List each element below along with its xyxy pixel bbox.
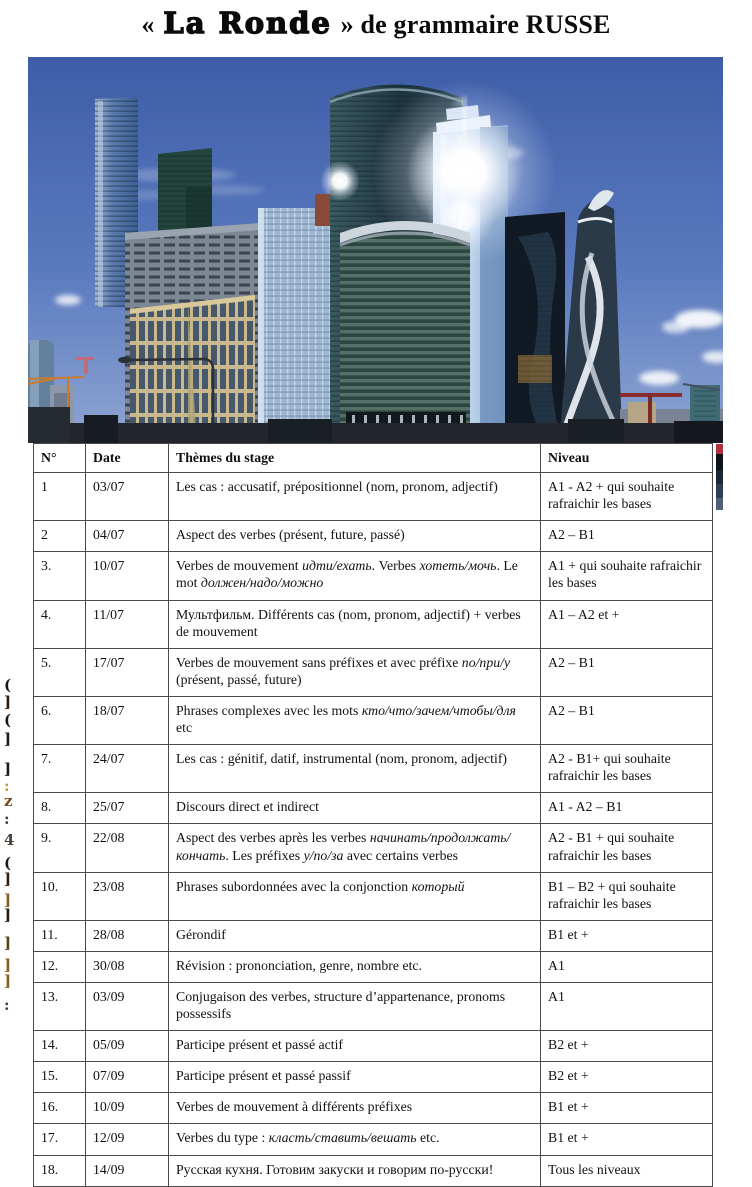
cell-theme xyxy=(169,1093,541,1124)
margin-fragments xyxy=(0,0,18,1166)
cell-niveau: A2 – B1 xyxy=(541,648,713,696)
cell-date: 07/09 xyxy=(86,1062,169,1093)
theme-text: Verbes de mouvement xyxy=(176,558,303,574)
tower-dark-glass xyxy=(505,212,565,443)
theme-text: Les cas : accusatif, prépositionnel (nom, pronom, adjectif) xyxy=(176,479,498,495)
cell-num: 6. xyxy=(34,696,86,744)
clipped-text-fragment: ] xyxy=(4,891,12,909)
theme-text: Phrases complexes avec les mots xyxy=(176,702,362,718)
theme-text: Participe présent et passé actif xyxy=(176,1037,344,1053)
table-row xyxy=(34,552,713,600)
cell-date: 10/07 xyxy=(86,552,169,600)
cell-theme xyxy=(169,521,541,552)
table-row xyxy=(34,824,713,872)
cell-num: 8. xyxy=(34,793,86,824)
cell-num: 9. xyxy=(34,824,86,872)
cell-niveau: B1 – B2 + qui souhaite rafraichir les bases xyxy=(541,872,713,920)
theme-text: etc xyxy=(176,720,193,736)
cell-niveau: A2 – B1 xyxy=(541,696,713,744)
cell-niveau: A1 + qui souhaite rafraichir les bases xyxy=(541,552,713,600)
clipped-text-fragment: ( xyxy=(4,854,12,872)
edge-image-strip xyxy=(716,444,723,510)
cell-num: 12. xyxy=(34,951,86,982)
cell-date: 10/09 xyxy=(86,1093,169,1124)
cell-date: 03/09 xyxy=(86,982,169,1030)
cell-num: 2 xyxy=(34,521,86,552)
cell-date: 22/08 xyxy=(86,824,169,872)
title-open-quote: « xyxy=(141,10,155,39)
theme-text: Les cas : génitif, datif, instrumental (nom, pronom, adjectif) xyxy=(176,751,508,767)
cell-num: 3. xyxy=(34,552,86,600)
clipped-text-fragment: 4 xyxy=(4,831,15,849)
cell-num: 18. xyxy=(34,1155,86,1186)
cell-niveau: A2 – B1 xyxy=(541,521,713,552)
theme-russian-italic: идти/ехать xyxy=(302,558,372,574)
theme-russian-italic: класть/ставить/вешать xyxy=(268,1130,417,1146)
cell-date: 30/08 xyxy=(86,951,169,982)
theme-text: Русская кухня. Готовим закуски и говорим по-русски! xyxy=(176,1161,494,1177)
edge-strip-segment xyxy=(716,454,723,470)
clipped-text-fragment: : xyxy=(4,996,10,1014)
cell-theme xyxy=(169,552,541,600)
cell-theme xyxy=(169,696,541,744)
edge-strip-segment xyxy=(716,498,723,510)
table-row xyxy=(34,793,713,824)
cell-niveau: Tous les niveaux xyxy=(541,1155,713,1186)
cell-theme xyxy=(169,824,541,872)
cell-num: 5. xyxy=(34,648,86,696)
theme-russian-italic: кто/что/зачем/чтобы/для xyxy=(361,702,516,718)
clipped-text-fragment: ] xyxy=(4,760,12,778)
cell-num: 17. xyxy=(34,1124,86,1155)
table-row xyxy=(34,648,713,696)
theme-text: . Verbes xyxy=(371,558,420,574)
table-row xyxy=(34,1155,713,1186)
title-brand: La Ronde xyxy=(163,6,332,40)
cell-niveau: B1 et + xyxy=(541,920,713,951)
theme-text: (présent, passé, future) xyxy=(176,671,302,687)
tower-pale-glass xyxy=(258,208,330,430)
theme-text: Aspect des verbes (présent, future, passé) xyxy=(176,527,405,543)
cell-niveau: B1 et + xyxy=(541,1093,713,1124)
theme-russian-italic: хотеть/мочь xyxy=(419,558,497,574)
cell-theme xyxy=(169,872,541,920)
theme-text: Révision : prononciation, genre, nombre etc. xyxy=(176,957,422,973)
theme-russian-italic: должен/надо/можно xyxy=(200,575,324,591)
clipped-text-fragment: ] xyxy=(4,730,12,748)
moscow-city-photo-svg xyxy=(28,57,723,443)
column-header-3: Niveau xyxy=(541,444,713,473)
theme-text: Мультфильм. Différents cas (nom, pronom, adjectif) + verbes de mouvement xyxy=(176,606,521,639)
table-row xyxy=(34,1031,713,1062)
cell-date: 17/07 xyxy=(86,648,169,696)
cell-theme xyxy=(169,793,541,824)
cell-date: 05/09 xyxy=(86,1031,169,1062)
clipped-text-fragment: z xyxy=(4,792,13,810)
table-body xyxy=(34,473,713,1187)
table-header-row xyxy=(34,444,713,473)
cell-theme xyxy=(169,648,541,696)
table-row xyxy=(34,1124,713,1155)
theme-russian-italic: по/при/у xyxy=(461,654,511,670)
cell-num: 15. xyxy=(34,1062,86,1093)
clipped-text-fragment: : xyxy=(4,810,10,828)
cell-niveau: A2 - B1+ qui souhaite rafraichir les bases xyxy=(541,745,713,793)
theme-russian-italic: начинать/продолжать/кончать xyxy=(176,830,511,863)
table-row xyxy=(34,521,713,552)
cell-num: 10. xyxy=(34,872,86,920)
cell-niveau: A2 - B1 + qui souhaite rafraichir les bases xyxy=(541,824,713,872)
edge-strip-segment xyxy=(716,484,723,498)
clipped-text-fragment: ] xyxy=(4,870,12,888)
theme-text: Conjugaison des verbes, structure d’appartenance, pronoms possessifs xyxy=(176,988,506,1022)
table-row xyxy=(34,600,713,648)
cell-theme xyxy=(169,600,541,648)
clipped-text-fragment: ] xyxy=(4,934,12,952)
table-row xyxy=(34,1093,713,1124)
theme-text: Participe présent et passé passif xyxy=(176,1068,351,1084)
column-header-2: Thèmes du stage xyxy=(169,444,541,473)
cell-theme xyxy=(169,473,541,521)
schedule-table xyxy=(33,443,713,1187)
theme-text: . Le mot xyxy=(176,558,518,591)
cell-num: 4. xyxy=(34,600,86,648)
theme-text: Gérondif xyxy=(176,926,226,942)
column-header-1: Date xyxy=(86,444,169,473)
clipped-text-fragment: ] xyxy=(4,956,12,974)
cell-date: 11/07 xyxy=(86,600,169,648)
cell-date: 25/07 xyxy=(86,793,169,824)
tower-front-rounded xyxy=(340,221,470,443)
cell-date: 24/07 xyxy=(86,745,169,793)
cell-theme xyxy=(169,982,541,1030)
theme-text: . Les préfixes xyxy=(225,847,304,863)
edge-strip-segment xyxy=(716,470,723,484)
theme-text: Phrases subordonnées avec la conjonction xyxy=(176,878,412,894)
cell-num: 16. xyxy=(34,1093,86,1124)
clipped-text-fragment: ] xyxy=(4,906,12,924)
cell-date: 04/07 xyxy=(86,521,169,552)
column-header-0: N° xyxy=(34,444,86,473)
table-row xyxy=(34,473,713,521)
clipped-text-fragment: : xyxy=(4,777,10,795)
cell-num: 14. xyxy=(34,1031,86,1062)
cell-theme xyxy=(169,1062,541,1093)
cell-num: 13. xyxy=(34,982,86,1030)
cell-date: 28/08 xyxy=(86,920,169,951)
theme-text: Verbes du type : xyxy=(176,1130,269,1146)
edge-strip-segment xyxy=(716,444,723,454)
cell-niveau: A1 xyxy=(541,982,713,1030)
theme-text: Discours direct et indirect xyxy=(176,799,319,815)
cell-niveau: B1 et + xyxy=(541,1124,713,1155)
moscow-city-photo xyxy=(28,57,723,443)
theme-russian-italic: который xyxy=(411,878,465,894)
table-row xyxy=(34,872,713,920)
title-rest: » de grammaire RUSSE xyxy=(340,10,611,39)
theme-text: Verbes de mouvement sans préfixes et avec préfixe xyxy=(176,654,462,670)
table-row xyxy=(34,951,713,982)
table-row xyxy=(34,1062,713,1093)
cell-date: 23/08 xyxy=(86,872,169,920)
table-row xyxy=(34,745,713,793)
theme-text: Verbes de mouvement à différents préfixes xyxy=(176,1099,413,1115)
clipped-text-fragment: ( xyxy=(4,676,12,694)
clipped-text-fragment: ] xyxy=(4,693,12,711)
cell-num: 11. xyxy=(34,920,86,951)
brick-sliver xyxy=(315,194,330,226)
theme-text: avec certains verbes xyxy=(343,847,458,863)
cell-theme xyxy=(169,1124,541,1155)
cell-niveau: A1 - A2 + qui souhaite rafraichir les bases xyxy=(541,473,713,521)
cell-num: 1 xyxy=(34,473,86,521)
cell-niveau: A1 – A2 et + xyxy=(541,600,713,648)
theme-text: etc. xyxy=(416,1130,440,1146)
cell-theme xyxy=(169,920,541,951)
page-title xyxy=(0,6,752,40)
theme-text: Aspect des verbes après les verbes xyxy=(176,830,370,846)
cell-date: 14/09 xyxy=(86,1155,169,1186)
cell-theme xyxy=(169,951,541,982)
cell-niveau: B2 et + xyxy=(541,1031,713,1062)
building-beige xyxy=(130,295,255,430)
theme-russian-italic: у/по/за xyxy=(303,847,344,863)
cell-niveau: A1 - A2 – B1 xyxy=(541,793,713,824)
cell-theme xyxy=(169,745,541,793)
clipped-text-fragment: ] xyxy=(4,972,12,990)
cell-theme xyxy=(169,1031,541,1062)
cell-date: 12/09 xyxy=(86,1124,169,1155)
clipped-text-fragment: ( xyxy=(4,711,12,729)
cell-date: 03/07 xyxy=(86,473,169,521)
cell-date: 18/07 xyxy=(86,696,169,744)
table-row xyxy=(34,920,713,951)
table-row xyxy=(34,982,713,1030)
cell-num: 7. xyxy=(34,745,86,793)
cell-theme xyxy=(169,1155,541,1186)
cell-niveau: B2 et + xyxy=(541,1062,713,1093)
cell-niveau: A1 xyxy=(541,951,713,982)
table-row xyxy=(34,696,713,744)
